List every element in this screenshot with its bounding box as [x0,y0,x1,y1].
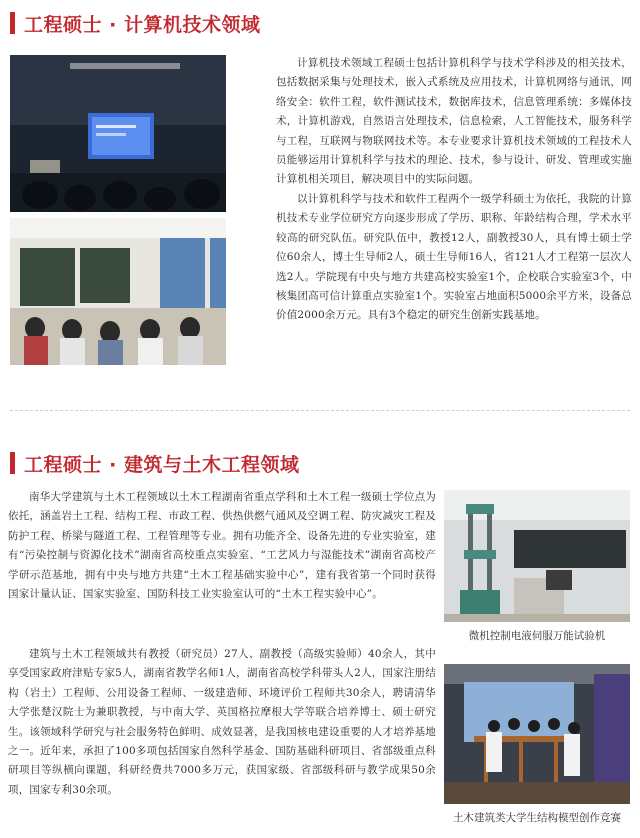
civil-paragraph-1: 南华大学建筑与土木工程领域以土木工程湖南省重点学科和土木工程一级硕士学位点为依托，涵盖岩土工程、结构工程、市政工程、供热供燃气通风及空调工程、防灾减灾工程及防护工程、桥梁与隧道工程、工程管理等专业。拥有功能齐全、设备先进的专业实验室，建有“污染控制与资源化技术”湖南省高校重点实验室、“工艺风力与湿能技术”湖南省高校产学研示范基地，拥有中央与地方共建“土木工程基础实验中心”，建有我省第一个同时获得国家计量认证、国家实验室、国防科技工业实验室认可的“土木工程实验中心”。 [8,491,436,601]
section-title-computer [10,10,260,36]
caption-model-competition: 土木建筑类大学生结构模型创作竞赛 [453,812,621,824]
section-heading: 工程硕士 · 计算机技术领域 [24,13,261,36]
photo-model-competition [444,664,630,804]
title-accent-bar [10,452,15,474]
photo-testing-machine [444,490,630,622]
computer-paragraph-2: 以计算机科学与技术和软件工程两个一级学科硕士为依托，我院的计算机技术专业学位研究方向逐步形成了学历、职称、年龄结构合理，学术水平较高的研究队伍。研究队伍中，教授12人，副教授30人，具有博士硕士学位60余人，博士生导师2人，硕士生导师16人，省121人才工程第一层次人选2人。学院现有中央与地方共建高校实验室1个，企校联合实验室3个，中核集团高可信计算重点实验室1个。实验室占地面积5000余平方米，设备总价值2000余万元。具有3个稳定的研究生创新实践基地。 [276,193,632,322]
title-accent-bar [10,12,15,34]
section-title-civil [10,450,299,476]
section-heading: 工程硕士 · 建筑与土木工程领域 [24,453,300,476]
caption-testing-machine: 微机控制电液伺服万能试验机 [468,630,606,642]
photo-lecture-hall [10,55,226,212]
civil-paragraph-2: 建筑与土木工程领域共有教授（研究员）27人、副教授（高级实验师）40余人，其中享受国家政府津贴专家5人，湖南省教学名师1人，湖南省高校学科带头人2人，国家注册结构（岩土）工程师、公用设备工程师、一级建造师、环境评价工程师共30余人，聘请清华大学张楚汉院士为兼职教授，与中南大学、英国格拉摩根大学等联合培养博士、硕士研究生。该领域科学研究与社会服务特色鲜明、成效显著，是我国核电建设重要的人才培养基地之一。近年来，承担了100多项包括国家自然科学基金、国防基础科研项目、省部级重点科研项目等纵横向课题，科研经费共7000多万元，获国家级、省部级科研与教学成果50余项，国家专利30余项。 [8,648,436,796]
section-divider [10,410,630,411]
photo-classroom [10,218,226,365]
computer-paragraph-1: 计算机技术领域工程硕士包括计算机科学与技术学科涉及的相关技术，包括数据采集与处理技术，嵌入式系统及应用技术，计算机网络与通讯，网络安全：软件工程，软件测试技术，数据库技术，信息管理系统：多媒体技术，计算机游戏，自然语言处理技术，信息检索，人工智能技术，服务科学与工程，互联网与物联网技术等。本专业要求计算机技术领域的工程技术人员能够运用计算机科学与技术的理论、技术，参与设计、研发、管理或实施计算机相关项目，解决项目中的实际问题。 [276,57,632,186]
